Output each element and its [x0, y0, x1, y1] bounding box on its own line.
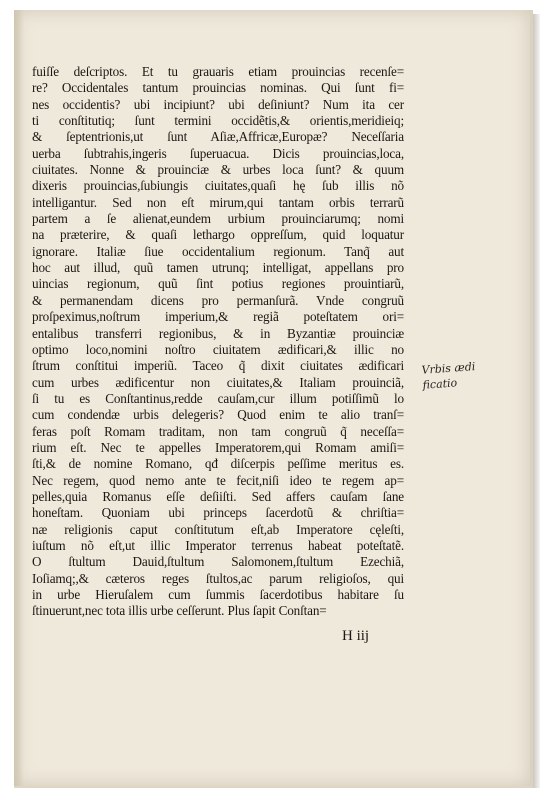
text-line: feras poſt Romam traditam, non tam congruũ q̃ neceſſa= — [32, 423, 404, 439]
text-line: fuiſſe deſcriptos. Et tu grauaris etiam prouincias recenſe= — [32, 64, 404, 79]
text-line: rium eſt. Nec te appelles Imperatorem,qui Romam amiſi= — [32, 439, 404, 455]
text-line: partem a ſe alienat,eundem urbium prouinciarumq; nomi — [32, 211, 404, 227]
signature-mark: H iij — [342, 628, 370, 644]
marginal-handwritten-note — [421, 357, 503, 393]
text-line: ciuitates. Nonne & prouinciæ & urbes loca ſunt? & quum — [32, 162, 404, 178]
text-line: næ religionis caput conſtitutum eſt,ab Imperatore cęleſti, — [32, 521, 404, 537]
text-line: & ſeptentrionis,ut ſunt Aſiæ,Affricæ,Europæ? Neceſſaria — [32, 129, 404, 145]
text-line: uincias regionum, quũ ſint potius regiones prouintiarũ, — [32, 276, 404, 292]
text-line: ti conſtitutiq; ſunt termini occidẽtis,& orientis,meridieiq; — [32, 113, 404, 129]
text-line: pelles,quia Romanus eſſe deſiiſti. Sed affers cauſam ſane — [32, 488, 404, 504]
text-line: cum condendæ urbis delegeris? Quod enim te alio tranſ= — [32, 407, 404, 423]
text-line: Ioſiamq;,& cæteros reges ſtultos,ac parum religioſos, qui — [32, 570, 404, 586]
text-line: nes occidentis? ubi incipiunt? ubi deſiniunt? Num ita cer — [32, 96, 404, 112]
text-line: Nec regem, quod nemo ante te fecit,niſi ideo te regem ap= — [32, 472, 404, 488]
text-line: hoc aut illud, quũ tamen utrunq; intelligat, appellans pro — [32, 260, 404, 276]
text-line: entalibus transferri regionibus, & in Byzantiæ prouinciæ — [32, 325, 404, 341]
text-line: ſtrum conſtitui imperiũ. Taceo q̃ dixit ciuitates ædificari — [32, 358, 404, 374]
text-line: optimo loco,nomini noſtro ciuitatem ædificari,& illic no — [32, 341, 404, 357]
page-binding-gutter — [14, 10, 24, 786]
text-line: uerba ſubtrahis,ingeris ſuperuacua. Dicis prouincias,loca, — [32, 145, 404, 161]
text-line: ſti,& de nomine Romano, qđ diſcerpis peſſime meritus es. — [32, 456, 404, 472]
text-line: honeſtam. Quoniam ubi princeps ſacerdotũ & chriſtia= — [32, 505, 404, 521]
text-line: ſi tu es Conſtantinus,redde cauſam,cur illum potiſſimũ lo — [32, 390, 404, 406]
text-line: intelligantur. Sed non eſt mirum,qui tantam orbis terrarũ — [32, 194, 404, 210]
text-line: dixeris prouincias,ſubiungis ciuitates,quaſi hę ſub illis nõ — [32, 178, 404, 194]
text-line: ignorare. Italiæ ſiue occidentalium regionum. Tanq̃ aut — [32, 243, 404, 259]
text-line: O ſtultum Dauid,ſtultum Salomonem,ſtultum Ezechiã, — [32, 554, 404, 570]
marginal-note-line: ficatio — [422, 376, 458, 392]
main-text-block — [32, 64, 404, 620]
text-line: cum urbes ædificentur non ciuitates,& Italiam prouinciã, — [32, 374, 404, 390]
text-line: re? Occidentales tantum prouincias nominas. Qui ſunt fi= — [32, 80, 404, 96]
text-line: na præterire, & quaſi lethargo oppreſſum, quid loquatur — [32, 227, 404, 243]
text-line: & permanendam dicens pro permanſurã. Vnde congruũ — [32, 292, 404, 308]
text-line: proſpeximus,noſtrum imperium,& regiã poteſtatem ori= — [32, 309, 404, 325]
text-line: ſtinuerunt,nec tota illis urbe ceſſerunt. Plus ſapit Conſtan= — [32, 603, 327, 619]
text-line: iuſtum nõ eſt,ut illic Imperator terrenus habeat poteſtatẽ. — [32, 537, 404, 553]
text-line: in urbe Hieruſalem cum ſummis ſacerdotibus habitare ſu — [32, 587, 404, 602]
marginal-note-line: Vrbis ædi — [421, 360, 476, 377]
